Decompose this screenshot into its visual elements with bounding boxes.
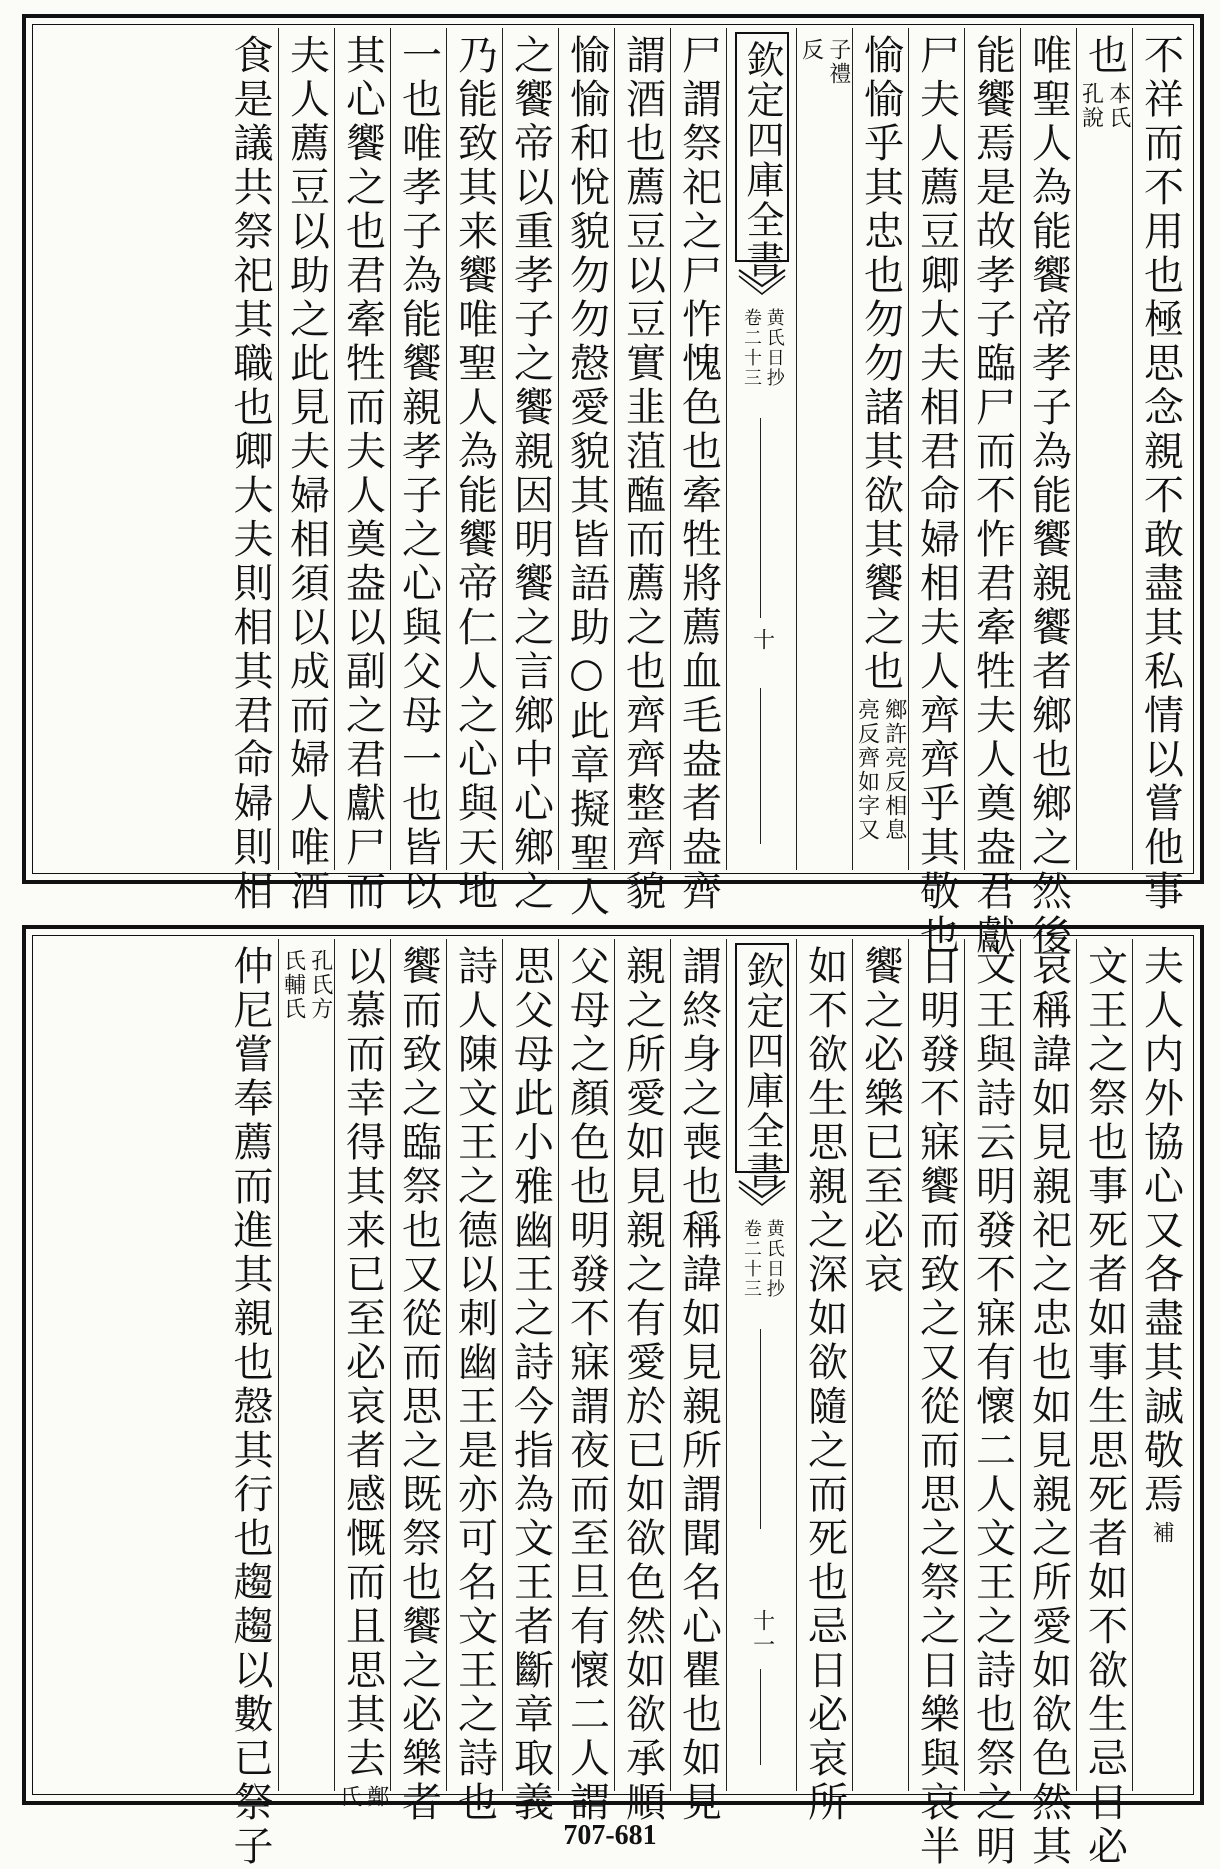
annotation-pair <box>854 698 907 842</box>
column-text: 尸謂祭祀之尸怍愧色也牽牲將薦血毛盎者盎齊 <box>675 34 722 914</box>
fishtail-mark-icon <box>737 268 787 298</box>
center-fold <box>726 28 796 870</box>
column-text: 夫人内外協心又各盡其誠敬焉 <box>1137 945 1184 1517</box>
column-content <box>798 34 851 870</box>
text-column <box>278 28 334 914</box>
column-content <box>619 945 666 1825</box>
text-column <box>1132 28 1188 914</box>
leaf-number <box>737 628 787 652</box>
annotation-note: 本氏 <box>1105 82 1131 130</box>
annotation-note: 氏輔氏 <box>280 949 306 1021</box>
column-content <box>1137 945 1184 1791</box>
column-content <box>1025 34 1072 958</box>
column-content <box>801 945 848 1825</box>
top-page <box>22 14 1204 958</box>
column-text: 親之所愛如見親之有愛於已如欲色然如欲承順 <box>619 945 666 1825</box>
text-column <box>334 939 390 1809</box>
column-content <box>395 34 442 914</box>
column-content <box>395 945 442 1825</box>
text-column <box>334 28 390 914</box>
column-content <box>857 945 904 1791</box>
text-column <box>222 28 278 914</box>
column-content <box>969 34 1016 958</box>
fold-title: 欽定四庫全書 <box>740 951 784 1191</box>
text-column <box>614 939 670 1825</box>
column-content <box>913 945 960 1869</box>
annotation-note: 補 <box>1149 1521 1175 1545</box>
annotation-note: 氏 <box>336 1785 362 1809</box>
fold-rule <box>760 688 761 844</box>
book-title: 黄氏日抄 <box>763 1219 785 1299</box>
column-content <box>675 34 722 914</box>
volume-label: 卷二十三 <box>741 1219 762 1299</box>
annotation-pair <box>1078 82 1131 130</box>
column-content <box>451 34 498 914</box>
center-fold <box>726 939 796 1791</box>
column-text: 食是議共祭祀其職也卿大夫則相其君命婦則相 <box>227 34 273 914</box>
text-column <box>390 939 446 1825</box>
column-text: 乃能致其来饗唯聖人為能饗帝仁人之心與天地 <box>451 34 498 914</box>
column-text: 日明發不寐饗而致之又從而思之祭之日樂與哀半 <box>913 945 960 1869</box>
column-text: 文王之祭也事死者如事生思死者如不欲生忌日必 <box>1081 945 1128 1869</box>
text-column <box>908 28 964 958</box>
annotation-pair <box>1147 1521 1174 1545</box>
fold-title-box <box>735 943 789 1191</box>
column-content <box>619 34 666 914</box>
leaf-number-text: 十 <box>749 628 775 652</box>
column-content <box>1078 34 1131 870</box>
column-content <box>336 945 389 1809</box>
column-content <box>507 945 554 1825</box>
book-title: 黄氏日抄 <box>763 308 785 388</box>
text-column <box>796 28 852 870</box>
leaf-number <box>737 1609 787 1657</box>
column-text: 也 <box>1081 34 1128 78</box>
fold-rule <box>760 1329 761 1529</box>
text-column <box>502 28 558 914</box>
column-content <box>507 34 554 914</box>
text-column <box>278 939 334 1791</box>
fold-rule <box>760 418 761 618</box>
column-content <box>563 34 610 920</box>
leaf-number-text: 十一 <box>749 1609 775 1657</box>
text-column <box>614 28 670 914</box>
column-content <box>854 34 907 870</box>
text-column <box>1020 939 1076 1869</box>
fold-subtitle <box>737 1219 787 1299</box>
column-content <box>1081 945 1128 1869</box>
column-text: 哀稱諱如見親祀之忠也如見親之所愛如欲色然其 <box>1025 945 1072 1869</box>
text-column <box>908 939 964 1869</box>
annotation-note: 孔氏方 <box>307 949 333 1021</box>
column-text: 如不欲生思親之深如欲隨之而死也忌日必哀所 <box>801 945 848 1825</box>
text-column <box>852 28 908 870</box>
text-column <box>222 939 278 1869</box>
column-content <box>969 945 1016 1869</box>
column-text: 謂酒也薦豆以豆實韭菹醢而薦之也齊齊整齊貌 <box>619 34 666 914</box>
fold-title: 欽定四庫全書 <box>740 40 784 280</box>
column-content <box>339 34 386 914</box>
column-text: 仲尼嘗奉薦而進其親也慤其行也趨趨以數已祭子 <box>227 945 273 1869</box>
column-text: 以慕而幸得其来已至必哀者感慨而且思其去 <box>339 945 386 1781</box>
column-text: 思父母此小雅幽王之詩今指為文王者斷章取義 <box>507 945 554 1825</box>
column-text: 不祥而不用也極思念親不敢盡其私情以嘗他事 <box>1137 34 1184 914</box>
text-column <box>964 28 1020 958</box>
column-content <box>227 34 273 914</box>
column-content <box>563 945 610 1825</box>
text-column <box>964 939 1020 1869</box>
column-text: 饗之必樂已至必哀 <box>857 945 904 1297</box>
column-text: 謂終身之喪也稱諱如見親所謂聞名心瞿也如見 <box>675 945 722 1825</box>
column-text: 愉愉乎其忠也勿勿諸其欲其饗之也 <box>857 34 904 694</box>
column-content <box>1137 34 1184 914</box>
text-column <box>1076 939 1132 1869</box>
column-text: 愉愉和悅貌勿勿慤愛貌其皆語助○此章擬聖人 <box>563 34 610 920</box>
fold-rule <box>760 1669 761 1765</box>
column-text: 唯聖人為能饗帝孝子為能饗親饗者鄉也鄉之然後 <box>1025 34 1072 958</box>
column-text: 詩人陳文王之德以刺幽王是亦可名文王之詩也 <box>451 945 498 1825</box>
text-column <box>852 939 908 1791</box>
annotation-pair <box>798 38 851 86</box>
annotation-note: 鄉許亮反相息 <box>881 698 907 842</box>
column-content <box>675 945 722 1825</box>
volume-label: 卷二十三 <box>741 308 762 388</box>
top-page-columns <box>38 28 1188 958</box>
annotation-note: 孔說 <box>1078 82 1104 130</box>
text-column <box>390 28 446 914</box>
column-text: 尸夫人薦豆卿大夫相君命婦相夫人齊齊乎其敬也 <box>913 34 960 958</box>
column-text: 其心饗之也君牽牲而夫人奠盎以副之君獻尸而 <box>339 34 386 914</box>
text-column <box>1076 28 1132 870</box>
text-column <box>1132 939 1188 1791</box>
fold-subtitle <box>737 308 787 388</box>
column-text: 之饗帝以重孝子之饗親因明饗之言鄉中心鄉之 <box>507 34 554 914</box>
column-content <box>913 34 960 958</box>
annotation-note: 反 <box>798 38 824 62</box>
text-column <box>796 939 852 1825</box>
text-column <box>446 939 502 1825</box>
text-column <box>1020 28 1076 958</box>
column-text: 夫人薦豆以助之此見夫婦相須以成而婦人唯酒 <box>283 34 330 914</box>
text-column <box>670 28 726 914</box>
text-column <box>502 939 558 1825</box>
annotation-note: 亮反齊如字又 <box>854 698 880 842</box>
annotation-note: 子禮 <box>825 38 851 86</box>
column-content <box>283 34 330 914</box>
column-content <box>451 945 498 1825</box>
column-content <box>280 945 333 1791</box>
column-content <box>1025 945 1072 1869</box>
column-text: 饗而致之臨祭也又從而思之既祭也饗之必樂者 <box>395 945 442 1825</box>
annotation-note: 鄭 <box>363 1785 389 1809</box>
text-column <box>558 939 614 1825</box>
column-content <box>227 945 273 1869</box>
text-column <box>670 939 726 1825</box>
annotation-pair <box>280 949 333 1021</box>
annotation-pair <box>336 1785 389 1809</box>
column-text: 父母之顏色也明發不寐謂夜而至旦有懷二人謂 <box>563 945 610 1825</box>
text-column <box>446 28 502 914</box>
column-text: 文王與詩云明發不寐有懷二人文王之詩也祭之明 <box>969 945 1016 1869</box>
column-text: 能饗焉是故孝子臨尸而不怍君牽牲夫人奠盎君獻 <box>969 34 1016 958</box>
fishtail-mark-icon <box>737 1179 787 1209</box>
text-column <box>558 28 614 920</box>
fold-title-box <box>735 32 789 280</box>
column-text: 一也唯孝子為能饗親孝子之心與父母一也皆以 <box>395 34 442 914</box>
page-number-footer: 707-681 <box>563 1820 657 1851</box>
